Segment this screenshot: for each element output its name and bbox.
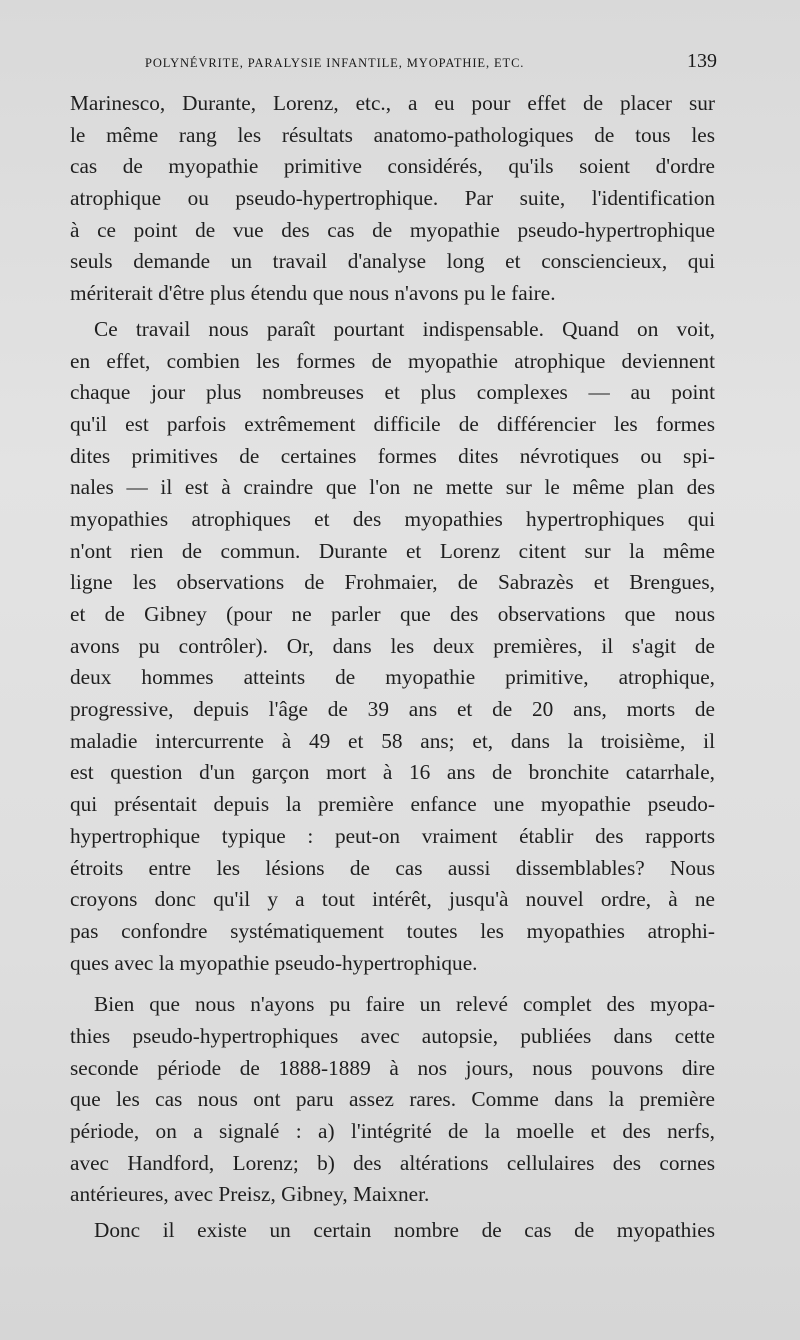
text-line: atrophique ou pseudo-hypertrophique. Par suite, l'identification <box>70 186 715 211</box>
text-line: Donc il existe un certain nombre de cas de myopathies <box>94 1218 715 1243</box>
text-line: thies pseudo-hypertrophiques avec autopsie, publiées dans cette <box>70 1023 715 1048</box>
paragraph <box>70 88 715 310</box>
running-title: POLYNÉVRITE, PARALYSIE INFANTILE, MYOPATHIE, ETC. <box>145 56 525 70</box>
text-line: le même rang les résultats anatomo-pathologiques de tous les <box>70 122 715 147</box>
text-line: cas de myopathie primitive considérés, qu'ils soient d'ordre <box>70 154 715 179</box>
text-line: Ce travail nous paraît pourtant indispensable. Quand on voit, <box>94 316 715 341</box>
text-line: maladie intercurrente à 49 et 58 ans; et, dans la troisième, il <box>70 728 715 753</box>
text-line: étroits entre les lésions de cas aussi dissemblables? Nous <box>70 855 715 880</box>
text-line: ques avec la myopathie pseudo-hypertrophique. <box>70 950 478 975</box>
text-line: croyons donc qu'il y a tout intérêt, jusqu'à nouvel ordre, à ne <box>70 887 715 912</box>
page-header <box>145 50 717 76</box>
paragraph <box>70 1215 715 1247</box>
text-line: antérieures, avec Preisz, Gibney, Maixner. <box>70 1182 430 1207</box>
text-line: n'ont rien de commun. Durante et Lorenz citent sur la même <box>70 538 715 563</box>
text-line: seconde période de 1888-1889 à nos jours, nous pouvons dire <box>70 1055 715 1080</box>
body-text <box>70 88 715 1247</box>
text-line: mériterait d'être plus étendu que nous n'avons pu le faire. <box>70 281 556 306</box>
text-line: avec Handford, Lorenz; b) des altérations cellulaires des cornes <box>70 1150 715 1175</box>
paragraph <box>70 989 715 1211</box>
text-line: hypertrophique typique : peut-on vraiment établir des rapports <box>70 823 715 848</box>
text-line: deux hommes atteints de myopathie primitive, atrophique, <box>70 665 715 690</box>
text-line: progressive, depuis l'âge de 39 ans et de 20 ans, morts de <box>70 697 715 722</box>
text-line: que les cas nous ont paru assez rares. Comme dans la première <box>70 1087 715 1112</box>
text-line: en effet, combien les formes de myopathie atrophique deviennent <box>70 348 715 373</box>
text-line: avons pu contrôler). Or, dans les deux premières, il s'agit de <box>70 633 715 658</box>
text-line: et de Gibney (pour ne parler que des observations que nous <box>70 602 715 626</box>
text-line: pas confondre systématiquement toutes les myopathies atrophi- <box>70 918 715 943</box>
text-line: ligne les observations de Frohmaier, de Sabrazès et Brengues, <box>70 570 715 595</box>
text-line: myopathies atrophiques et des myopathies hypertrophiques qui <box>70 506 715 531</box>
text-line: qu'il est parfois extrêmement difficile de différencier les formes <box>70 411 715 436</box>
text-line: seuls demande un travail d'analyse long et consciencieux, qui <box>70 249 715 274</box>
text-line: dites primitives de certaines formes dites névrotiques ou spi- <box>70 443 715 468</box>
text-line: chaque jour plus nombreuses et plus complexes — au point <box>70 380 715 405</box>
text-line: est question d'un garçon mort à 16 ans de bronchite catarrhale, <box>70 760 715 785</box>
text-line: à ce point de vue des cas de myopathie pseudo-hypertrophique <box>70 217 715 242</box>
text-line: qui présentait depuis la première enfance une myopathie pseudo- <box>70 792 715 817</box>
page-number: 139 <box>687 50 717 72</box>
text-line: période, on a signalé : a) l'intégrité de la moelle et des nerfs, <box>70 1119 715 1143</box>
paragraph <box>70 314 715 979</box>
text-line: Bien que nous n'ayons pu faire un relevé complet des myopa- <box>94 992 715 1017</box>
text-line: Marinesco, Durante, Lorenz, etc., a eu pour effet de placer sur <box>70 91 715 115</box>
text-line: nales — il est à craindre que l'on ne mette sur le même plan des <box>70 475 715 500</box>
